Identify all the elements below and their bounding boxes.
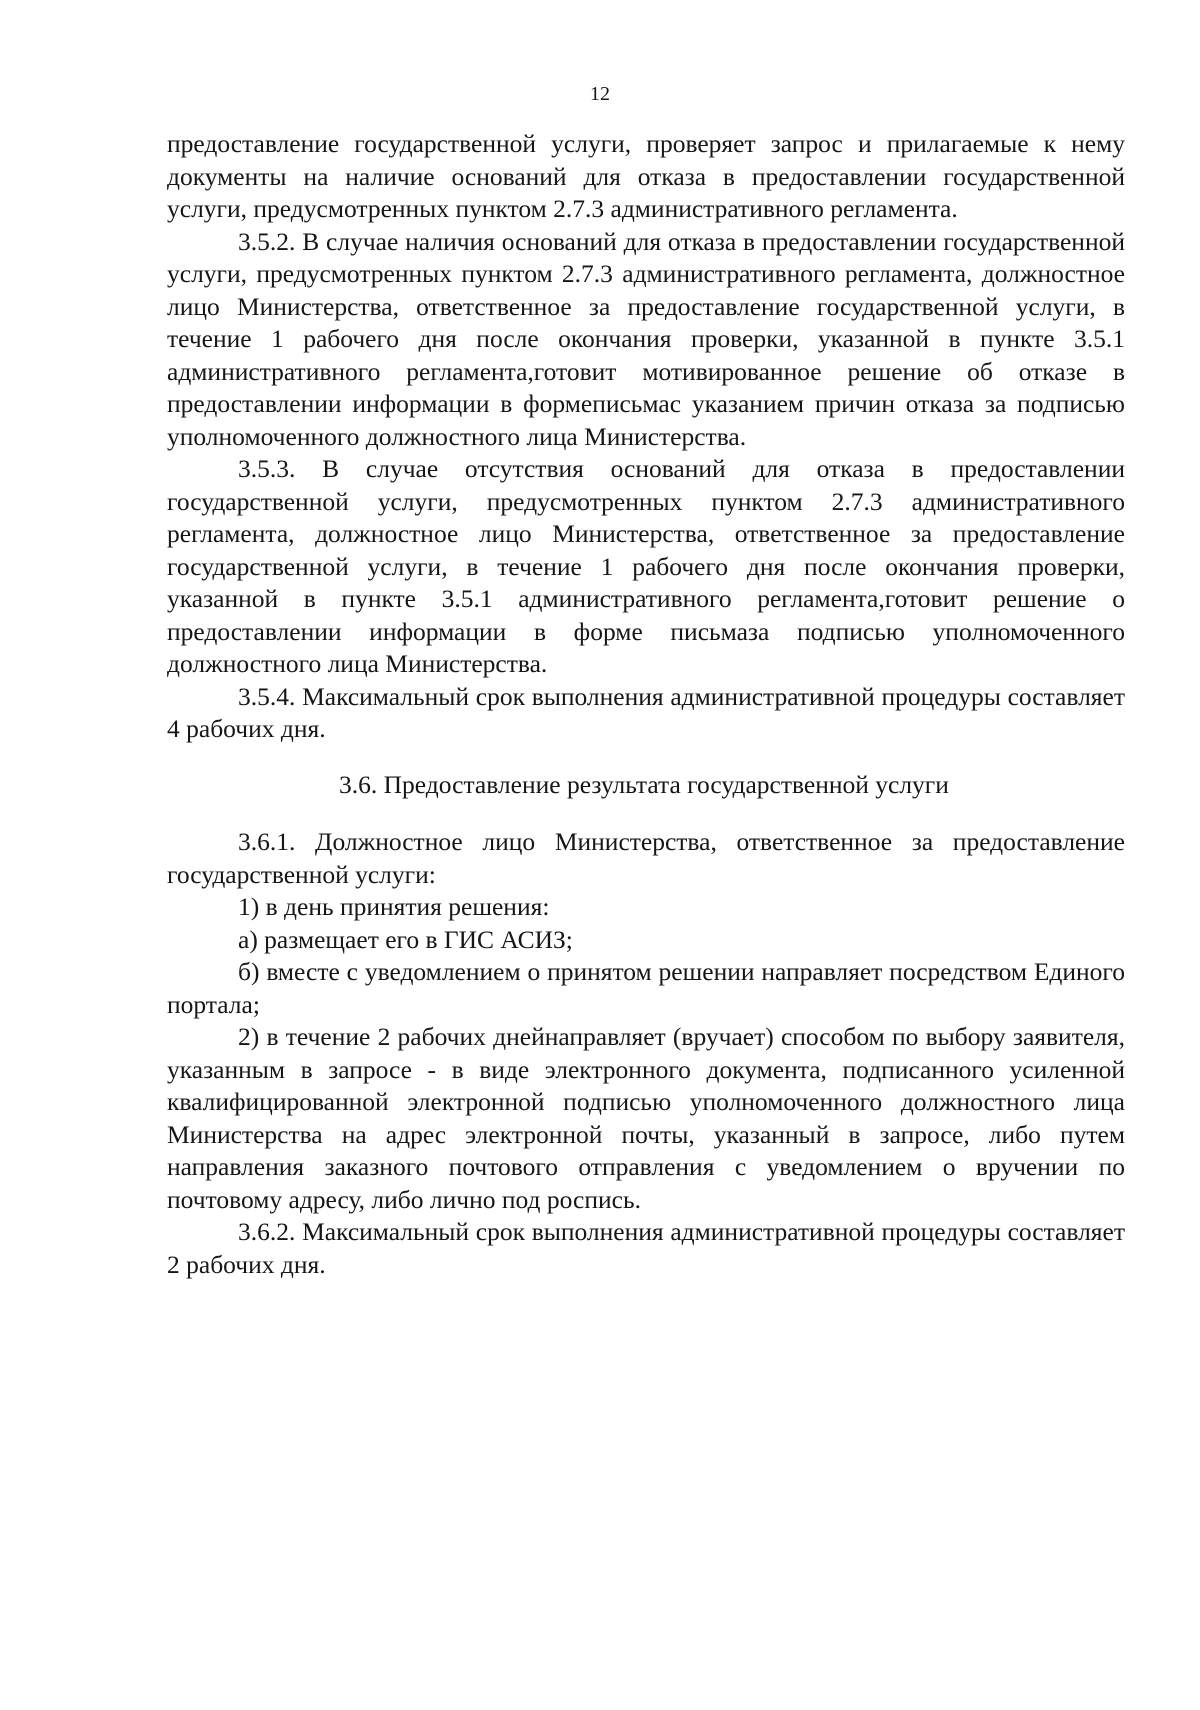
- list-item-1: 1) в день принятия решения:: [238, 892, 550, 921]
- paragraph-3-5-2: 3.5.2. В случае наличия оснований для отказа в предоставлении государственной услуги, предусмотренных пунктом 2.7.3 административного регламента, должностное лицо Министерства, ответственное за предоставление государственной услуги, в течение 1 рабочего дня после окончания проверки, указанной в пункте 3.5.1 административного регламента,готовит мотивированное решение об отказе в предоставлении информации в формеписьмас указанием причин отказа за подписью уполномоченного должностного лица Министерства.: [167, 226, 1125, 451]
- list-item-2: 2) в течение 2 рабочих днейнаправляет (вручает) способом по выбору заявителя, указанным в запросе - в виде электронного документа, подписанного усиленной квалифицированной электронной подписью уполномоченного должностного лица Министерства на адрес электронной почты, указанный в запросе, либо путем направления заказного почтового отправления с уведомлением о вручении по почтовому адресу, либо лично под роспись.: [167, 1022, 1125, 1214]
- section-heading-3-6: 3.6. Предоставление результата государственной услуги: [339, 769, 949, 799]
- paragraph-3-6-2: 3.6.2. Максимальный срок выполнения административной процедуры составляет 2 рабочих дня.: [167, 1217, 1125, 1279]
- document-body: [167, 128, 1125, 1281]
- list-item-1a: а) размещает его в ГИС АСИЗ;: [238, 924, 573, 954]
- paragraph-3-5-4: 3.5.4. Максимальный срок выполнения административной процедуры составляет 4 рабочих дня.: [167, 681, 1125, 743]
- paragraph-3-5-3: 3.5.3. В случае отсутствия оснований для отказа в предоставлении государственной услуги, предусмотренных пунктом 2.7.3 административного регламента, должностное лицо Министерства, ответственное за предоставление государственной услуги, в течение 1 рабочего дня после окончания проверки, указанной в пункте 3.5.1 административного регламента,готовит решение о предоставлении информации в форме письмаза подписью уполномоченного должностного лица Министерства.: [167, 454, 1125, 678]
- page-number: 12: [590, 83, 610, 105]
- paragraph-3-6-1: 3.6.1. Должностное лицо Министерства, ответственное за предоставление государственной услуги:: [167, 827, 1125, 889]
- list-item-1b: б) вместе с уведомлением о принятом решении направляет посредством Единого портала;: [167, 957, 1125, 1019]
- paragraph-continuation: предоставление государственной услуги, проверяет запрос и прилагаемые к нему документы на наличие оснований для отказа в предоставлении государственной услуги, предусмотренных пунктом 2.7.3 административного регламента.: [167, 129, 1125, 223]
